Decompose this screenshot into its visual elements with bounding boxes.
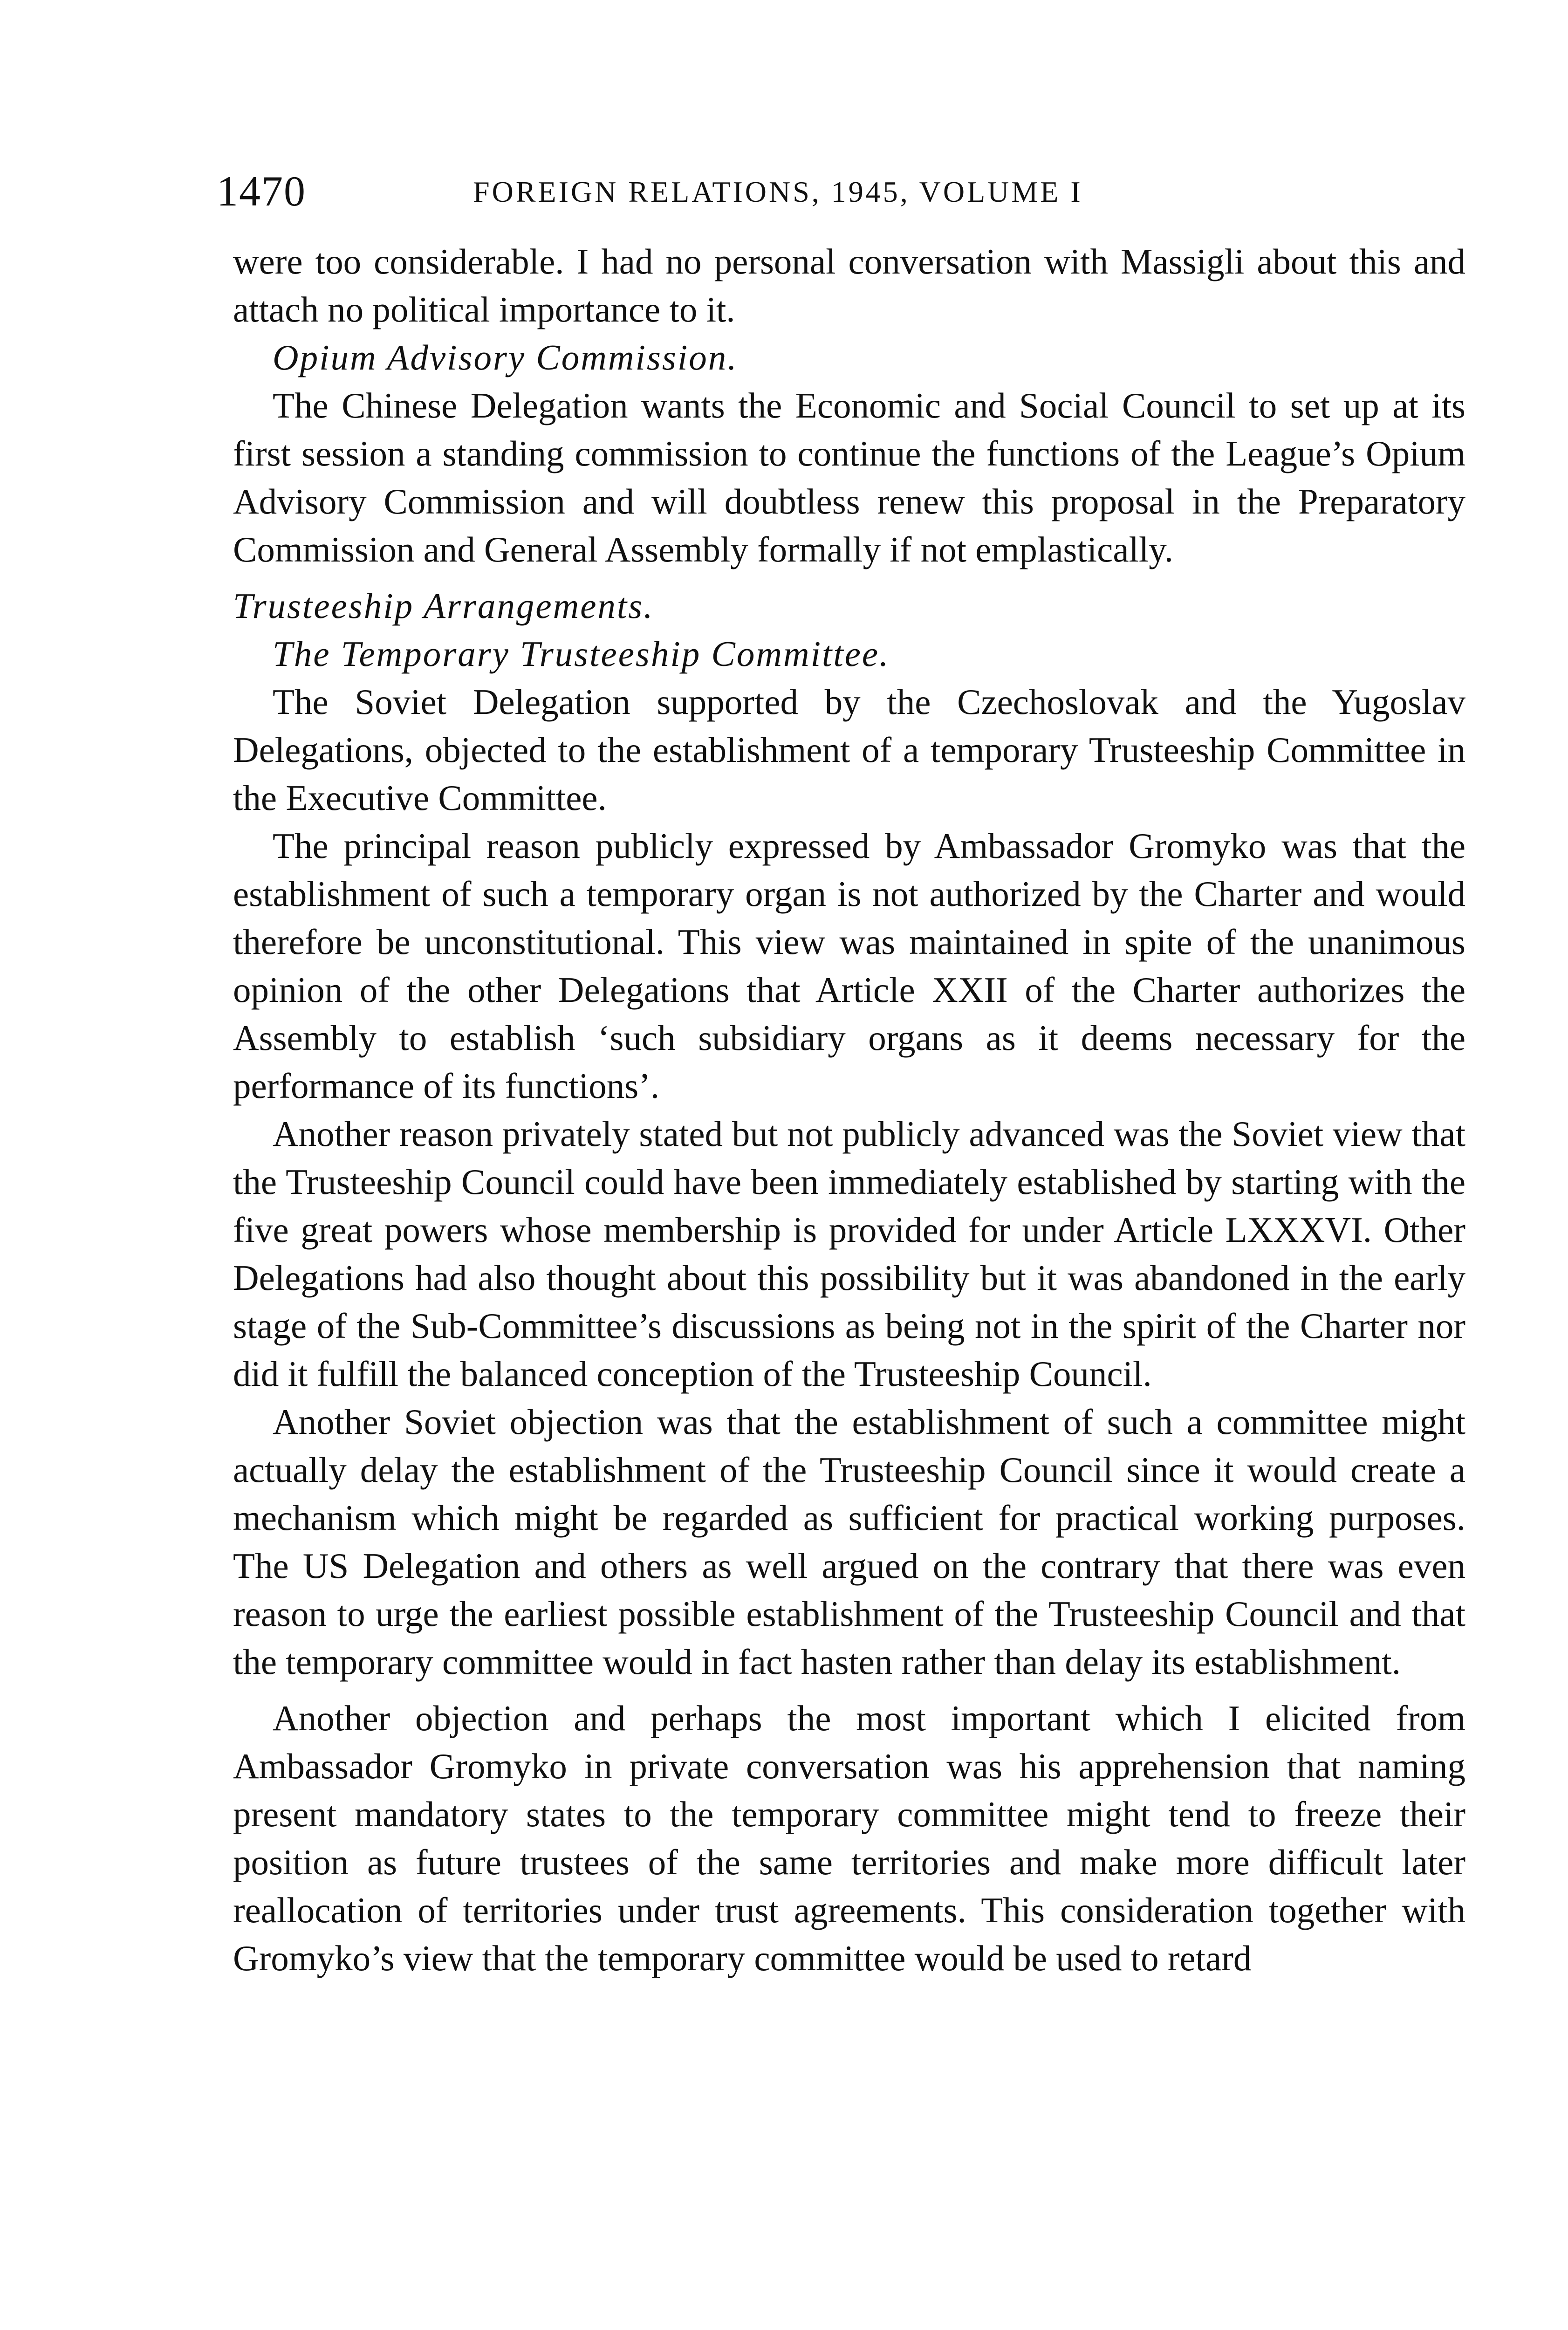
paragraph-private-reason: Another reason privately stated but not publicly advanced was the Soviet view that the Trusteeship Council could have been immediately established by starting with the five great powers whose membership is provided for under Article LXXXVI. Other Delegations had also thought about this possibility but it was abandoned in the early stage of the Sub-Committee’s discussions as being not in the spirit of the Charter nor did it fulfill the balanced conception of the Trusteeship Council.	[233, 1114, 1465, 1394]
paragraph-principal-reason: The principal reason publicly expressed by Ambassador Gromyko was that the establishment of such a temporary organ is not authorized by the Charter and would therefore be unconstitutional. This view was maintained in spite of the unanimous opinion of the other Delegations that Article XXII of the Charter authorizes the Assembly to establish ‘such subsidiary organs as it deems necessary for the performance of its functions’.	[233, 826, 1465, 1106]
paragraph-opium-commission: The Chinese Delegation wants the Economic and Social Council to set up at its first session a standing commission to continue the functions of the League’s Opium Advisory Commission and will doubtless renew this proposal in the Preparatory Commission and General Assembly formally if not emplastically.	[233, 385, 1465, 569]
body-text	[233, 238, 1465, 1982]
heading-trusteeship-arrangements: Trusteeship Arrangements.	[233, 586, 654, 626]
continuation-paragraph: were too considerable. I had no personal conversation with Massigli about this and attach no political importance to it.	[233, 241, 1465, 329]
running-header	[217, 163, 1232, 219]
paragraph-mandatory-states: Another objection and perhaps the most important which I elicited from Ambassador Gromyko in private conversation was his apprehension that naming present mandatory states to the temporary committee might tend to freeze their position as future trustees of the same territories and make more difficult later reallocation of territories under trust agreements. This consideration together with Gromyko’s view that the temporary committee would be used to retard	[233, 1698, 1465, 1978]
page-number: 1470	[217, 167, 306, 215]
paragraph-delay-objection: Another Soviet objection was that the establishment of such a committee might actually delay the establishment of the Trusteeship Council since it would create a mechanism which might be regarded as sufficient for practical working purposes. The US Delegation and others as well argued on the contrary that there was even reason to urge the earliest possible establishment of the Trusteeship Council and that the temporary committee would in fact hasten rather than delay its establishment.	[233, 1402, 1465, 1682]
heading-temporary-trusteeship-committee: The Temporary Trusteeship Committee.	[273, 634, 890, 674]
heading-opium-advisory-commission: Opium Advisory Commission.	[273, 337, 738, 377]
paragraph-soviet-objection: The Soviet Delegation supported by the Czechoslovak and the Yugoslav Delegations, objected to the establishment of a temporary Trusteeship Committee in the Executive Committee.	[233, 682, 1465, 818]
running-title: FOREIGN RELATIONS, 1945, VOLUME I	[473, 175, 1083, 208]
